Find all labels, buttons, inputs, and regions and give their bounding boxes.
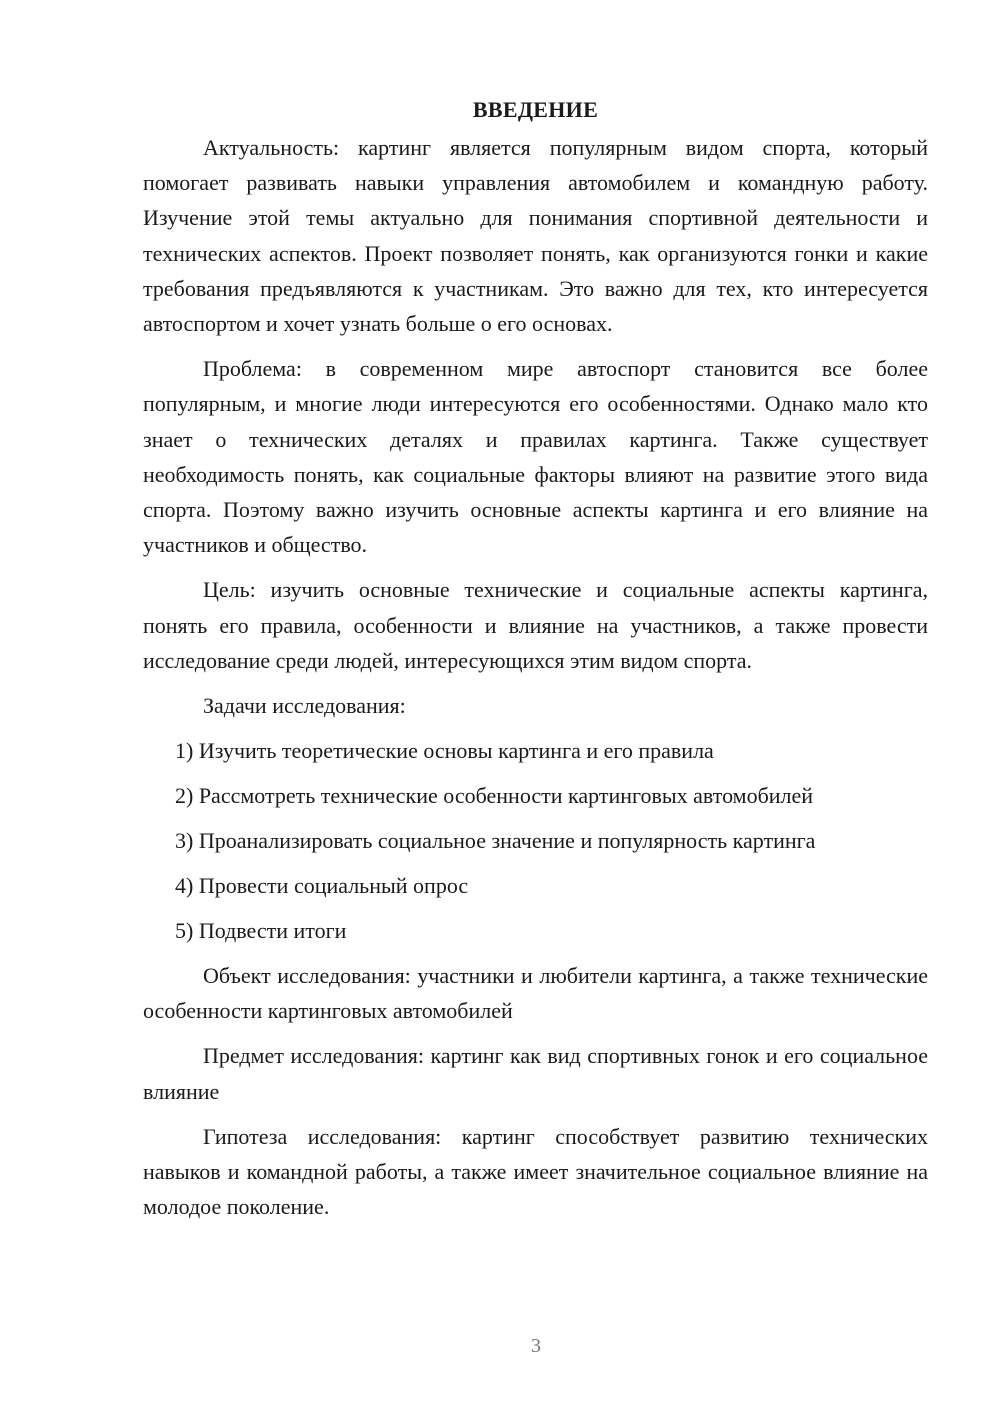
list-item: 1) Изучить теоретические основы картинга и его правила <box>175 738 714 764</box>
subject-paragraph: Предмет исследования: картинг как вид спортивных гонок и его социальное влияние <box>143 1043 928 1104</box>
hypothesis-paragraph: Гипотеза исследования: картинг способствует развитию технических навыков и командной работы, а также имеет значительное социальное влияние на молодое поколение. <box>143 1123 928 1220</box>
relevance-paragraph: Актуальность: картинг является популярным видом спорта, который помогает развивать навыки управления автомобилем и командную работу. Изучение этой темы актуально для понимания спортивной деятельности и технических аспектов. Проект позволяет понять, как организуются гонки и какие требования предъявляются к участникам. Это важно для тех, кто интересуется автоспортом и хочет узнать больше о его основах. <box>143 135 928 337</box>
object-paragraph: Объект исследования: участники и любители картинга, а также технические особенности картинговых автомобилей <box>143 963 928 1024</box>
list-item: 5) Подвести итоги <box>175 918 347 944</box>
list-item: 2) Рассмотреть технические особенности картинговых автомобилей <box>175 783 814 809</box>
tasks-list <box>143 733 928 948</box>
goal-paragraph: Цель: изучить основные технические и социальные аспекты картинга, понять его правила, особенности и влияние на участников, а также провести исследование среди людей, интересующихся этим видом спорта. <box>143 577 928 673</box>
list-item: 3) Проанализировать социальное значение и популярность картинга <box>175 828 816 854</box>
list-item: 4) Провести социальный опрос <box>175 873 469 899</box>
document-page <box>143 92 928 1234</box>
tasks-heading: Задачи исследования: <box>203 693 406 719</box>
page-number: 3 <box>531 1335 541 1357</box>
section-title: ВВЕДЕНИЕ <box>472 97 599 122</box>
problem-paragraph: Проблема: в современном мире автоспорт становится все более популярным, и многие люди интересуются его особенностями. Однако мало кто знает о технических деталях и правилах картинга. Также существует необходимость понять, как социальные факторы влияют на развитие этого вида спорта. Поэтому важно изучить основные аспекты картинга и его влияние на участников и общество. <box>143 356 928 558</box>
